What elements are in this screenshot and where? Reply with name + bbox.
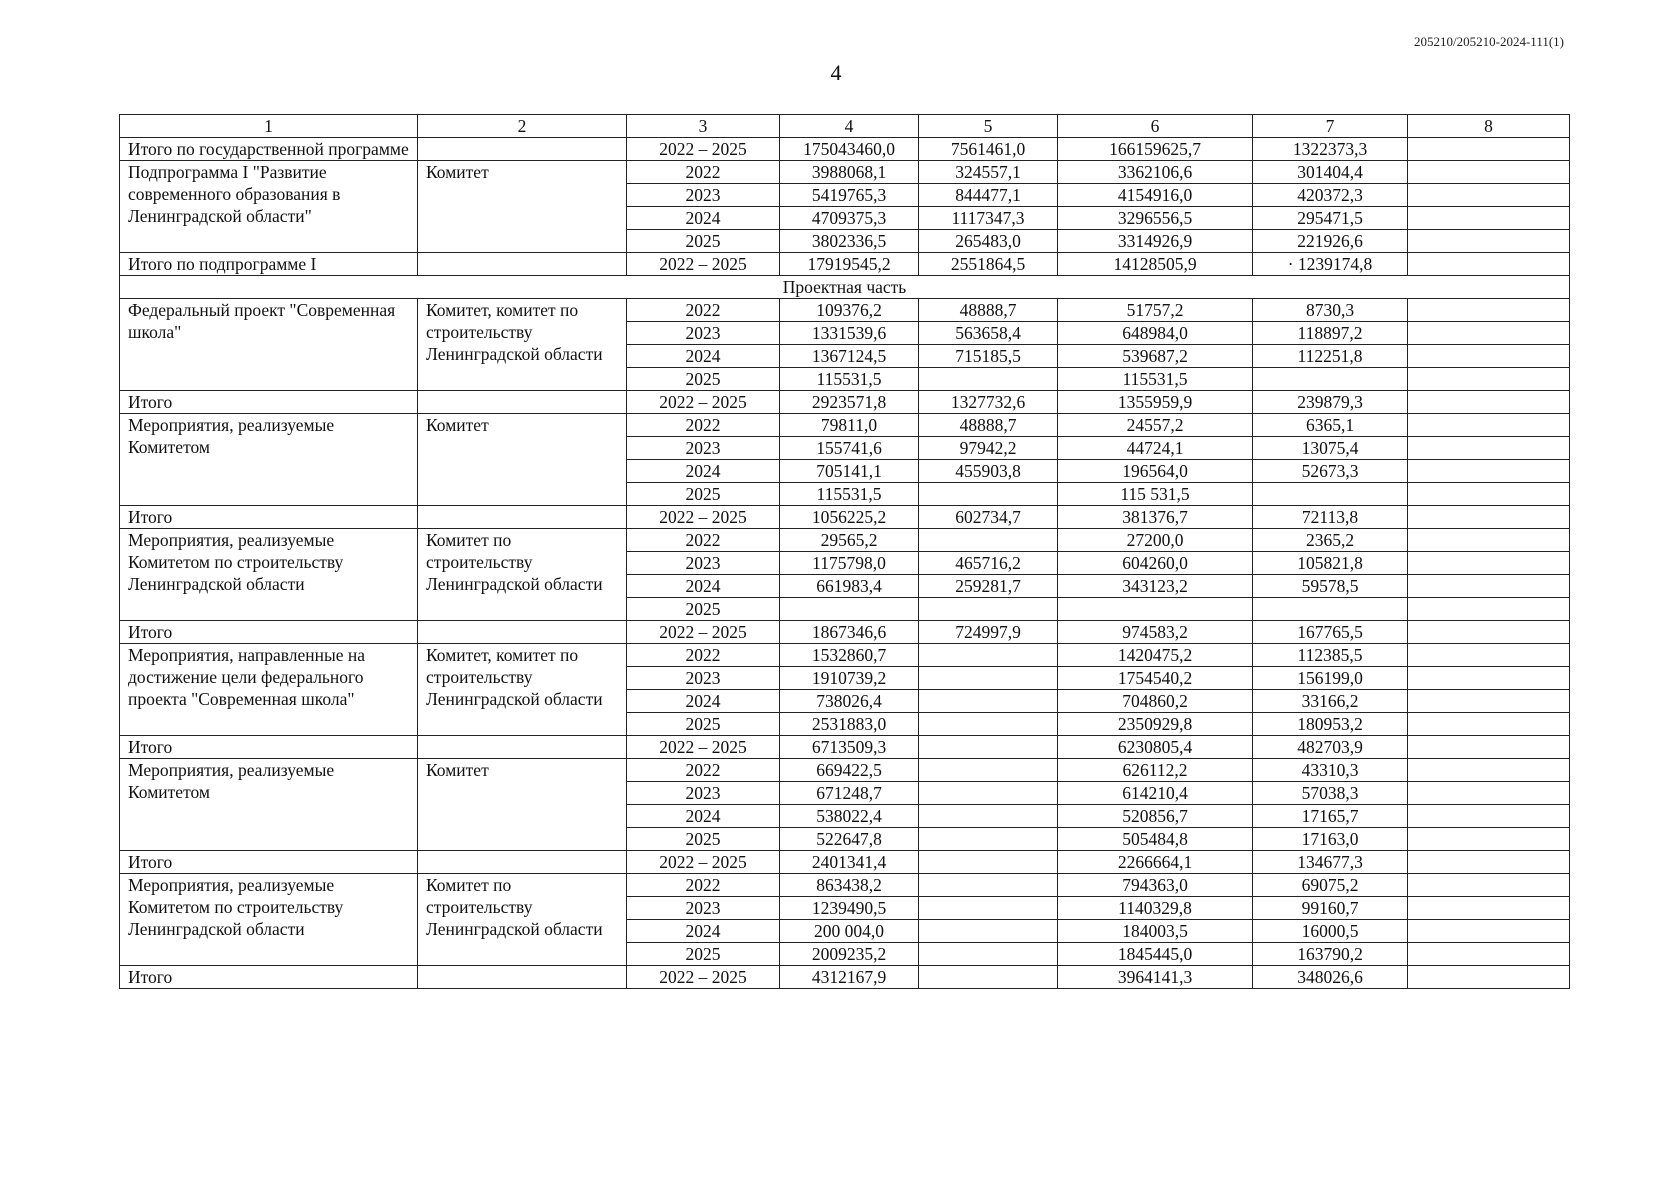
- period-cell: 2023: [627, 897, 780, 920]
- executor: [418, 736, 627, 759]
- local-value-cell: 348026,6: [1253, 966, 1408, 989]
- total-row: [120, 966, 1570, 989]
- other-value-cell: [1408, 943, 1570, 966]
- regional-value-cell: 1420475,2: [1058, 644, 1253, 667]
- period-cell: 2022: [627, 874, 780, 897]
- regional-value-cell: 505484,8: [1058, 828, 1253, 851]
- period-cell: 2022 – 2025: [627, 966, 780, 989]
- executor: [418, 851, 627, 874]
- other-value-cell: [1408, 713, 1570, 736]
- federal-value-cell: 602734,7: [919, 506, 1058, 529]
- federal-value-cell: 324557,1: [919, 161, 1058, 184]
- executor: Комитет: [418, 414, 627, 506]
- regional-value-cell: 794363,0: [1058, 874, 1253, 897]
- regional-value-cell: 166159625,7: [1058, 138, 1253, 161]
- federal-value-cell: 715185,5: [919, 345, 1058, 368]
- total-value-cell: 1367124,5: [780, 345, 919, 368]
- other-value-cell: [1408, 805, 1570, 828]
- total-value-cell: 3988068,1: [780, 161, 919, 184]
- other-value-cell: [1408, 506, 1570, 529]
- total-value-cell: [780, 598, 919, 621]
- regional-value-cell: 1754540,2: [1058, 667, 1253, 690]
- section-row: [120, 276, 1570, 299]
- table-row: [120, 874, 1570, 897]
- other-value-cell: [1408, 897, 1570, 920]
- period-cell: 2025: [627, 368, 780, 391]
- total-row: [120, 621, 1570, 644]
- federal-value-cell: [919, 759, 1058, 782]
- regional-value-cell: 626112,2: [1058, 759, 1253, 782]
- other-value-cell: [1408, 138, 1570, 161]
- local-value-cell: 8730,3: [1253, 299, 1408, 322]
- federal-value-cell: [919, 483, 1058, 506]
- period-cell: 2022: [627, 161, 780, 184]
- total-value-cell: 4709375,3: [780, 207, 919, 230]
- federal-value-cell: [919, 667, 1058, 690]
- other-value-cell: [1408, 368, 1570, 391]
- period-cell: 2022: [627, 529, 780, 552]
- regional-value-cell: 51757,2: [1058, 299, 1253, 322]
- local-value-cell: 112385,5: [1253, 644, 1408, 667]
- other-value-cell: [1408, 667, 1570, 690]
- other-value-cell: [1408, 782, 1570, 805]
- regional-value-cell: 604260,0: [1058, 552, 1253, 575]
- total-value-cell: 1331539,6: [780, 322, 919, 345]
- other-value-cell: [1408, 920, 1570, 943]
- regional-value-cell: 27200,0: [1058, 529, 1253, 552]
- executor: Комитет по строительству Ленинградской области: [418, 874, 627, 966]
- period-cell: 2025: [627, 828, 780, 851]
- total-value-cell: 2923571,8: [780, 391, 919, 414]
- row-name: Федеральный проект "Современная школа": [120, 299, 418, 391]
- total-value-cell: 2531883,0: [780, 713, 919, 736]
- regional-value-cell: 3964141,3: [1058, 966, 1253, 989]
- other-value-cell: [1408, 460, 1570, 483]
- column-header: 1: [120, 115, 418, 138]
- total-value-cell: 538022,4: [780, 805, 919, 828]
- total-row: [120, 506, 1570, 529]
- total-value-cell: 175043460,0: [780, 138, 919, 161]
- period-cell: 2025: [627, 483, 780, 506]
- total-value-cell: 669422,5: [780, 759, 919, 782]
- column-header: 6: [1058, 115, 1253, 138]
- period-cell: 2024: [627, 805, 780, 828]
- other-value-cell: [1408, 575, 1570, 598]
- regional-value-cell: 704860,2: [1058, 690, 1253, 713]
- total-value-cell: 671248,7: [780, 782, 919, 805]
- executor: [418, 506, 627, 529]
- regional-value-cell: 1845445,0: [1058, 943, 1253, 966]
- local-value-cell: 13075,4: [1253, 437, 1408, 460]
- other-value-cell: [1408, 828, 1570, 851]
- total-value-cell: 3802336,5: [780, 230, 919, 253]
- regional-value-cell: 4154916,0: [1058, 184, 1253, 207]
- column-header: 5: [919, 115, 1058, 138]
- local-value-cell: 482703,9: [1253, 736, 1408, 759]
- column-header: 8: [1408, 115, 1570, 138]
- federal-value-cell: 97942,2: [919, 437, 1058, 460]
- total-value-cell: 200 004,0: [780, 920, 919, 943]
- local-value-cell: 420372,3: [1253, 184, 1408, 207]
- local-value-cell: 1322373,3: [1253, 138, 1408, 161]
- federal-value-cell: [919, 805, 1058, 828]
- federal-value-cell: 259281,7: [919, 575, 1058, 598]
- local-value-cell: 105821,8: [1253, 552, 1408, 575]
- other-value-cell: [1408, 966, 1570, 989]
- total-value-cell: 4312167,9: [780, 966, 919, 989]
- local-value-cell: 156199,0: [1253, 667, 1408, 690]
- total-row: [120, 138, 1570, 161]
- regional-value-cell: 381376,7: [1058, 506, 1253, 529]
- regional-value-cell: 343123,2: [1058, 575, 1253, 598]
- period-cell: 2022 – 2025: [627, 736, 780, 759]
- federal-value-cell: 265483,0: [919, 230, 1058, 253]
- table-row: [120, 759, 1570, 782]
- period-cell: 2025: [627, 230, 780, 253]
- local-value-cell: 2365,2: [1253, 529, 1408, 552]
- executor: Комитет по строительству Ленинградской области: [418, 529, 627, 621]
- regional-value-cell: 24557,2: [1058, 414, 1253, 437]
- period-cell: 2022: [627, 299, 780, 322]
- executor: [418, 966, 627, 989]
- total-value-cell: 1175798,0: [780, 552, 919, 575]
- regional-value-cell: 44724,1: [1058, 437, 1253, 460]
- federal-value-cell: 48888,7: [919, 299, 1058, 322]
- federal-value-cell: [919, 943, 1058, 966]
- federal-value-cell: 465716,2: [919, 552, 1058, 575]
- federal-value-cell: [919, 920, 1058, 943]
- period-cell: 2022: [627, 644, 780, 667]
- local-value-cell: 167765,5: [1253, 621, 1408, 644]
- period-cell: 2023: [627, 667, 780, 690]
- regional-value-cell: 3296556,5: [1058, 207, 1253, 230]
- executor: [418, 621, 627, 644]
- federal-value-cell: [919, 736, 1058, 759]
- regional-value-cell: 6230805,4: [1058, 736, 1253, 759]
- total-value-cell: 29565,2: [780, 529, 919, 552]
- local-value-cell: 17165,7: [1253, 805, 1408, 828]
- row-name: Итого: [120, 506, 418, 529]
- budget-table: [119, 114, 1570, 989]
- table-row: [120, 414, 1570, 437]
- other-value-cell: [1408, 345, 1570, 368]
- local-value-cell: 239879,3: [1253, 391, 1408, 414]
- federal-value-cell: [919, 966, 1058, 989]
- executor: Комитет, комитет по строительству Ленинградской области: [418, 299, 627, 391]
- total-value-cell: 2009235,2: [780, 943, 919, 966]
- row-name: Мероприятия, реализуемые Комитетом: [120, 759, 418, 851]
- period-cell: 2025: [627, 713, 780, 736]
- local-value-cell: 301404,4: [1253, 161, 1408, 184]
- local-value-cell: [1253, 598, 1408, 621]
- total-value-cell: 705141,1: [780, 460, 919, 483]
- executor: [418, 391, 627, 414]
- local-value-cell: · 1239174,8: [1253, 253, 1408, 276]
- local-value-cell: 59578,5: [1253, 575, 1408, 598]
- row-name: Мероприятия, реализуемые Комитетом по строительству Ленинградской области: [120, 529, 418, 621]
- row-name: Мероприятия, реализуемые Комитетом: [120, 414, 418, 506]
- row-name: Мероприятия, направленные на достижение цели федерального проекта "Современная школа": [120, 644, 418, 736]
- federal-value-cell: [919, 713, 1058, 736]
- period-cell: 2022: [627, 759, 780, 782]
- row-name: Итого: [120, 851, 418, 874]
- row-name: Итого: [120, 736, 418, 759]
- period-cell: 2024: [627, 207, 780, 230]
- local-value-cell: 118897,2: [1253, 322, 1408, 345]
- total-value-cell: 1056225,2: [780, 506, 919, 529]
- column-header: 2: [418, 115, 627, 138]
- column-header: 4: [780, 115, 919, 138]
- regional-value-cell: 14128505,9: [1058, 253, 1253, 276]
- total-row: [120, 391, 1570, 414]
- other-value-cell: [1408, 299, 1570, 322]
- federal-value-cell: [919, 529, 1058, 552]
- local-value-cell: 52673,3: [1253, 460, 1408, 483]
- regional-value-cell: 2266664,1: [1058, 851, 1253, 874]
- other-value-cell: [1408, 184, 1570, 207]
- regional-value-cell: 520856,7: [1058, 805, 1253, 828]
- period-cell: 2024: [627, 345, 780, 368]
- period-cell: 2024: [627, 460, 780, 483]
- column-header: 3: [627, 115, 780, 138]
- period-cell: 2023: [627, 552, 780, 575]
- other-value-cell: [1408, 851, 1570, 874]
- other-value-cell: [1408, 414, 1570, 437]
- regional-value-cell: 3314926,9: [1058, 230, 1253, 253]
- other-value-cell: [1408, 483, 1570, 506]
- period-cell: 2022 – 2025: [627, 138, 780, 161]
- regional-value-cell: 3362106,6: [1058, 161, 1253, 184]
- local-value-cell: 180953,2: [1253, 713, 1408, 736]
- period-cell: 2024: [627, 920, 780, 943]
- federal-value-cell: 48888,7: [919, 414, 1058, 437]
- total-value-cell: 155741,6: [780, 437, 919, 460]
- federal-value-cell: 563658,4: [919, 322, 1058, 345]
- period-cell: 2025: [627, 598, 780, 621]
- total-value-cell: 1867346,6: [780, 621, 919, 644]
- local-value-cell: 163790,2: [1253, 943, 1408, 966]
- executor: Комитет: [418, 759, 627, 851]
- period-cell: 2022 – 2025: [627, 621, 780, 644]
- regional-value-cell: [1058, 598, 1253, 621]
- other-value-cell: [1408, 322, 1570, 345]
- period-cell: 2022 – 2025: [627, 253, 780, 276]
- header-row: [120, 115, 1570, 138]
- total-row: [120, 851, 1570, 874]
- regional-value-cell: 648984,0: [1058, 322, 1253, 345]
- regional-value-cell: 115 531,5: [1058, 483, 1253, 506]
- regional-value-cell: 974583,2: [1058, 621, 1253, 644]
- total-value-cell: 1239490,5: [780, 897, 919, 920]
- row-name: Итого по государственной программе: [120, 138, 418, 161]
- federal-value-cell: [919, 598, 1058, 621]
- other-value-cell: [1408, 621, 1570, 644]
- period-cell: 2024: [627, 690, 780, 713]
- column-header: 7: [1253, 115, 1408, 138]
- total-value-cell: 115531,5: [780, 368, 919, 391]
- total-value-cell: 2401341,4: [780, 851, 919, 874]
- total-value-cell: 6713509,3: [780, 736, 919, 759]
- other-value-cell: [1408, 644, 1570, 667]
- row-name: Итого: [120, 966, 418, 989]
- period-cell: 2023: [627, 184, 780, 207]
- federal-value-cell: [919, 690, 1058, 713]
- federal-value-cell: [919, 782, 1058, 805]
- total-value-cell: 863438,2: [780, 874, 919, 897]
- other-value-cell: [1408, 736, 1570, 759]
- federal-value-cell: 2551864,5: [919, 253, 1058, 276]
- period-cell: 2022 – 2025: [627, 851, 780, 874]
- other-value-cell: [1408, 759, 1570, 782]
- other-value-cell: [1408, 161, 1570, 184]
- regional-value-cell: 614210,4: [1058, 782, 1253, 805]
- federal-value-cell: [919, 897, 1058, 920]
- other-value-cell: [1408, 598, 1570, 621]
- other-value-cell: [1408, 391, 1570, 414]
- federal-value-cell: [919, 644, 1058, 667]
- other-value-cell: [1408, 690, 1570, 713]
- table-row: [120, 529, 1570, 552]
- total-value-cell: 109376,2: [780, 299, 919, 322]
- local-value-cell: 16000,5: [1253, 920, 1408, 943]
- federal-value-cell: [919, 368, 1058, 391]
- table-row: [120, 161, 1570, 184]
- federal-value-cell: [919, 851, 1058, 874]
- total-value-cell: 79811,0: [780, 414, 919, 437]
- period-cell: 2023: [627, 322, 780, 345]
- federal-value-cell: 7561461,0: [919, 138, 1058, 161]
- total-value-cell: 522647,8: [780, 828, 919, 851]
- row-name: Итого по подпрограмме I: [120, 253, 418, 276]
- executor: Комитет: [418, 161, 627, 253]
- table-row: [120, 299, 1570, 322]
- local-value-cell: 57038,3: [1253, 782, 1408, 805]
- local-value-cell: 43310,3: [1253, 759, 1408, 782]
- row-name: Мероприятия, реализуемые Комитетом по строительству Ленинградской области: [120, 874, 418, 966]
- federal-value-cell: [919, 874, 1058, 897]
- total-value-cell: 1532860,7: [780, 644, 919, 667]
- federal-value-cell: 1117347,3: [919, 207, 1058, 230]
- period-cell: 2022: [627, 414, 780, 437]
- federal-value-cell: 1327732,6: [919, 391, 1058, 414]
- total-row: [120, 253, 1570, 276]
- executor: Комитет, комитет по строительству Ленинградской области: [418, 644, 627, 736]
- period-cell: 2024: [627, 575, 780, 598]
- local-value-cell: 6365,1: [1253, 414, 1408, 437]
- other-value-cell: [1408, 230, 1570, 253]
- regional-value-cell: 539687,2: [1058, 345, 1253, 368]
- document-id: 205210/205210-2024-111(1): [1414, 34, 1564, 49]
- other-value-cell: [1408, 253, 1570, 276]
- period-cell: 2023: [627, 437, 780, 460]
- total-row: [120, 736, 1570, 759]
- total-value-cell: 1910739,2: [780, 667, 919, 690]
- local-value-cell: [1253, 483, 1408, 506]
- regional-value-cell: 196564,0: [1058, 460, 1253, 483]
- regional-value-cell: 115531,5: [1058, 368, 1253, 391]
- period-cell: 2023: [627, 782, 780, 805]
- row-name: Подпрограмма I "Развитие современного образования в Ленинградской области": [120, 161, 418, 253]
- other-value-cell: [1408, 437, 1570, 460]
- row-name: Итого: [120, 621, 418, 644]
- period-cell: 2022 – 2025: [627, 506, 780, 529]
- other-value-cell: [1408, 207, 1570, 230]
- executor: [418, 253, 627, 276]
- local-value-cell: 134677,3: [1253, 851, 1408, 874]
- total-value-cell: 115531,5: [780, 483, 919, 506]
- local-value-cell: 17163,0: [1253, 828, 1408, 851]
- local-value-cell: 295471,5: [1253, 207, 1408, 230]
- federal-value-cell: 844477,1: [919, 184, 1058, 207]
- regional-value-cell: 1355959,9: [1058, 391, 1253, 414]
- total-value-cell: 738026,4: [780, 690, 919, 713]
- period-cell: 2025: [627, 943, 780, 966]
- table-row: [120, 644, 1570, 667]
- total-value-cell: 17919545,2: [780, 253, 919, 276]
- section-label: Проектная часть: [120, 276, 1570, 299]
- local-value-cell: 221926,6: [1253, 230, 1408, 253]
- regional-value-cell: 1140329,8: [1058, 897, 1253, 920]
- other-value-cell: [1408, 529, 1570, 552]
- federal-value-cell: 455903,8: [919, 460, 1058, 483]
- local-value-cell: 69075,2: [1253, 874, 1408, 897]
- executor: [418, 138, 627, 161]
- local-value-cell: 112251,8: [1253, 345, 1408, 368]
- page-number: 4: [830, 60, 842, 85]
- other-value-cell: [1408, 874, 1570, 897]
- local-value-cell: 33166,2: [1253, 690, 1408, 713]
- row-name: Итого: [120, 391, 418, 414]
- total-value-cell: 661983,4: [780, 575, 919, 598]
- federal-value-cell: 724997,9: [919, 621, 1058, 644]
- federal-value-cell: [919, 828, 1058, 851]
- local-value-cell: 72113,8: [1253, 506, 1408, 529]
- other-value-cell: [1408, 552, 1570, 575]
- total-value-cell: 5419765,3: [780, 184, 919, 207]
- regional-value-cell: 2350929,8: [1058, 713, 1253, 736]
- regional-value-cell: 184003,5: [1058, 920, 1253, 943]
- period-cell: 2022 – 2025: [627, 391, 780, 414]
- local-value-cell: 99160,7: [1253, 897, 1408, 920]
- local-value-cell: [1253, 368, 1408, 391]
